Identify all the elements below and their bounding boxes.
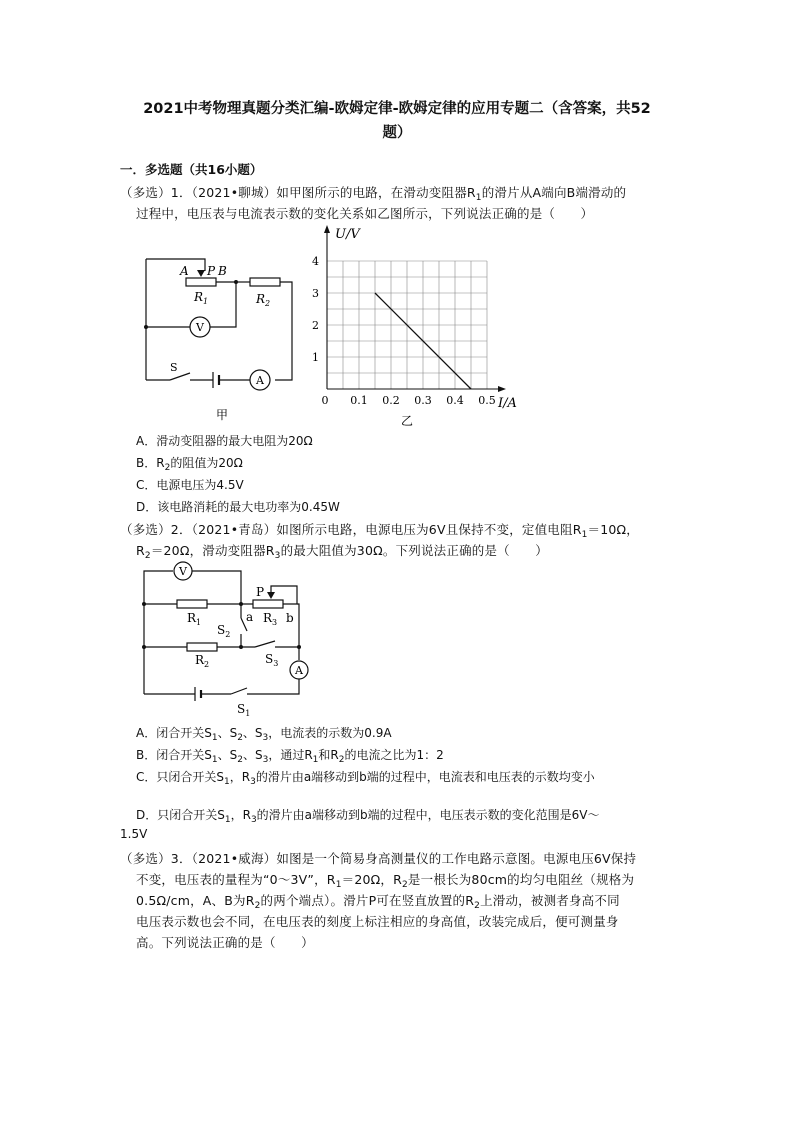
q2-label-R2: $R_2$ — [195, 653, 210, 669]
section-heading: 一．多选题（共16小题） — [120, 162, 263, 177]
q1-option-b: B．$R_2$的阻值为20Ω — [136, 456, 243, 473]
q2-circuit-diagram — [135, 558, 320, 718]
q2-label-b: b — [286, 611, 294, 625]
q2-option-a: A．闭合开关$S_1$、$S_2$、$S_3$，电流表的示数为0.9A — [136, 726, 392, 743]
q1-option-d: D．该电路消耗的最大电功率为0.45W — [136, 500, 340, 514]
q3-line-4: 电压表示数也会不同，在电压表的刻度上标注相应的身高值，改装完成后，便可测量身 — [136, 914, 619, 929]
q1-ammeter-label: A — [256, 374, 264, 387]
q1-label-R2: $R_2$ — [256, 292, 271, 308]
q2-label-P: P — [256, 585, 265, 599]
q1-circuit-caption: 甲 — [216, 408, 229, 422]
q1-graph-y-ticks — [312, 255, 319, 364]
y-tick-label: 3 — [312, 287, 319, 300]
q1-graph-xlabel: I/A — [498, 396, 517, 411]
q1-option-c: C．电源电压为4.5V — [136, 478, 244, 492]
q1-line-2: 过程中，电压表与电流表示数的变化关系如乙图所示，下列说法正确的是（ ） — [136, 206, 594, 221]
q1-graph-caption: 乙 — [401, 414, 414, 428]
q1-graph-x-ticks — [322, 394, 496, 407]
q2-option-d: D．只闭合开关$S_1$，$R_3$的滑片由a端移动到b端的过程中，电压表示数的变化范围是6V～ — [136, 808, 600, 825]
q3-line-1: （多选）3．（2021•威海）如图是一个简易身高测量仪的工作电路示意图。电源电压6V保持 — [120, 851, 637, 866]
q2-option-c: C．只闭合开关$S_1$，$R_3$的滑片由a端移动到b端的过程中，电流表和电压表的示数均变小 — [136, 770, 595, 787]
title-line-1: 2021中考物理真题分类汇编-欧姆定律-欧姆定律的应用专题二（含答案，共52 — [143, 101, 651, 117]
y-tick-label: 4 — [312, 255, 319, 268]
x-tick-label: 0.3 — [414, 394, 432, 407]
q3-line-2: 不变，电压表的量程为“0～3V”，$R_1=20\Omega$，$R_2$是一根长为80cm的均匀电阻丝（规格为 — [136, 872, 635, 890]
q2-label-R3: $R_3$ — [263, 611, 278, 627]
q2-option-b: B．闭合开关$S_1$、$S_2$、$S_3$，通过$R_1$和$R_2$的电流之比为1：2 — [136, 748, 444, 765]
q2-label-a: a — [246, 610, 254, 624]
q2-label-R1: $R_1$ — [187, 611, 202, 627]
q2-ammeter-label: A — [295, 664, 303, 677]
q1-label-P: P — [207, 264, 216, 278]
q2-label-S2: $S_2$ — [217, 623, 231, 639]
x-tick-label: 0.2 — [382, 394, 400, 407]
q1-line-1: （多选）1．（2021•聊城）如甲图所示的电路，在滑动变阻器$R_1$的滑片从A端向B端滑动的 — [120, 185, 627, 203]
q3-line-3: 0.5Ω/cm，A、B为$R_2$的两个端点）。滑片P可在竖直放置的$R_2$上滑动，被测者身高不同 — [136, 893, 620, 911]
x-tick-label: 0.4 — [446, 394, 464, 407]
q1-switch-label: S — [170, 361, 178, 374]
y-tick-label: 1 — [312, 351, 319, 364]
x-tick-label: 0.5 — [478, 394, 496, 407]
title-line-2: 题） — [382, 125, 412, 141]
x-tick-label: 0 — [321, 394, 329, 407]
q2-label-S1: $S_1$ — [237, 702, 251, 718]
q2-line-1: （多选）2．（2021•青岛）如图所示电路，电源电压为6V且保持不变，定值电阻$R_1=10\Omega$， — [120, 522, 639, 540]
q2-option-d-line-2: 1.5V — [120, 827, 148, 841]
x-tick-label: 0.1 — [350, 394, 368, 407]
y-tick-label: 2 — [312, 319, 319, 332]
q2-label-S3: $S_3$ — [265, 652, 279, 668]
q1-circuit-diagram — [130, 245, 305, 425]
q1-label-R1: $R_1$ — [194, 290, 209, 306]
q1-voltmeter-label: V — [196, 321, 204, 334]
q2-line-2: $R_2=20\Omega$，滑动变阻器$R_3$的最大阻值为30Ω。下列说法正确的是（ ） — [136, 543, 548, 561]
q1-option-a: A．滑动变阻器的最大电阻为20Ω — [136, 434, 313, 448]
q3-line-5: 高。下列说法正确的是（ ） — [136, 935, 314, 950]
q1-graph — [305, 222, 535, 432]
page-title — [100, 97, 694, 145]
q1-graph-ylabel: U/V — [335, 227, 360, 242]
q1-label-B: B — [218, 264, 227, 278]
q1-label-A: A — [180, 264, 189, 278]
q2-voltmeter-label: V — [179, 565, 187, 578]
